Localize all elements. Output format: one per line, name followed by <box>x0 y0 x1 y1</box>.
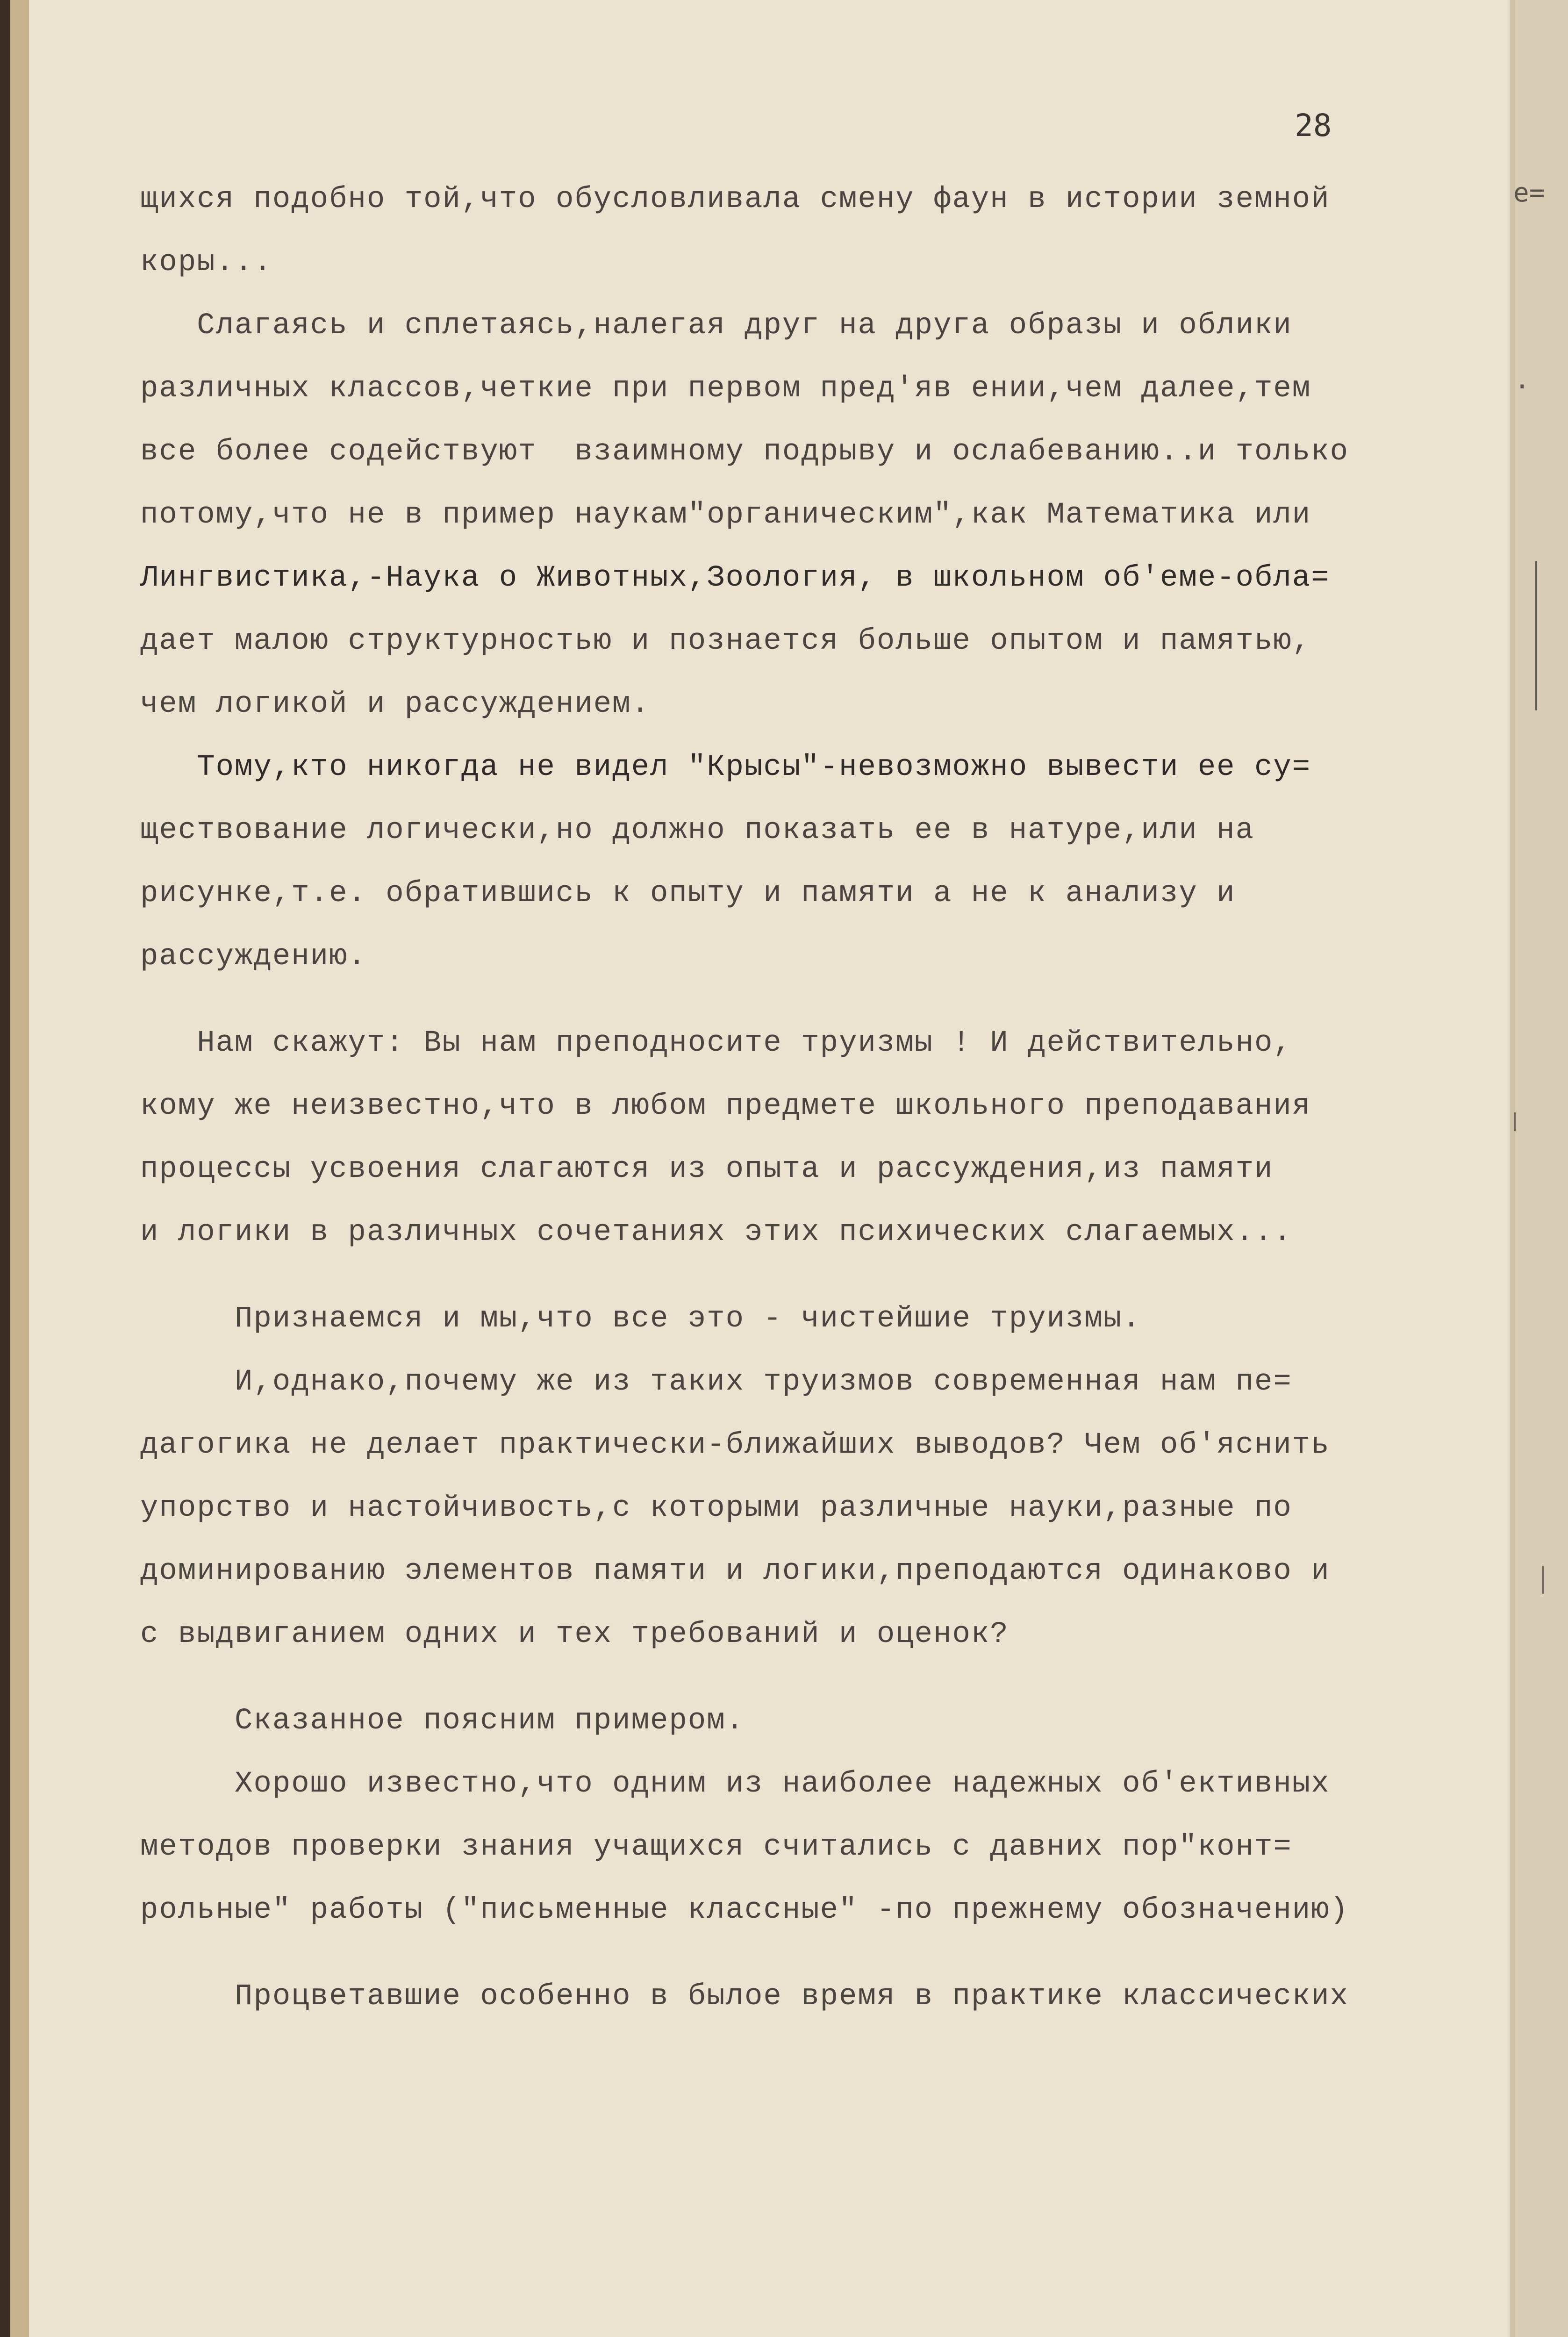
typewritten-body <box>140 168 1496 2029</box>
text-line: Признаемся и мы,что все это - чистейшие труизмы. <box>140 1302 1141 1336</box>
text-line: Слагаясь и сплетаясь,налегая друг на друга образы и облики <box>140 309 1292 343</box>
text-line: Сказанное поясним примером. <box>140 1704 745 1738</box>
text-line: рисунке,т.е. обратившись к опыту и памяти а не к анализу и <box>140 877 1236 910</box>
text-line: щихся подобно той,что обусловливала смену фаун в истории земной <box>140 183 1330 216</box>
text-line: упорство и настойчивость,с которыми различные науки,разные по <box>140 1491 1292 1525</box>
text-line: ществование логически,но должно показать ее в натуре,или на <box>140 814 1254 847</box>
text-line: дагогика не делает практически-ближайших выводов? Чем об'яснить <box>140 1428 1330 1462</box>
text-line: кому же неизвестно,что в любом предмете школьного преподавания <box>140 1090 1311 1123</box>
pencil-tick-mark <box>1514 1112 1516 1131</box>
text-line: потому,что не в пример наукам"органическим",как Математика или <box>140 498 1311 532</box>
margin-mark-top: е= <box>1513 178 1545 208</box>
text-line: Нам скажут: Вы нам преподносите труизмы ! И действительно, <box>140 1026 1292 1060</box>
text-line: доминированию элементов памяти и логики,преподаются одинаково и <box>140 1555 1330 1588</box>
text-line: различных классов,четкие при первом пред'яв ении,чем далее,тем <box>140 372 1311 406</box>
text-line: Процветавшие особенно в былое время в практике классических <box>140 1980 1349 2014</box>
binding-edge <box>0 0 10 2337</box>
text-line: Хорошо известно,что одним из наиболее надежных об'ективных <box>140 1767 1330 1801</box>
text-line: Тому,кто никогда не видел "Крысы"-невозможно вывести ее су= <box>140 751 1311 784</box>
text-line: чем логикой и рассуждением. <box>140 688 650 721</box>
pencil-tick-mark-lower <box>1542 1566 1544 1594</box>
margin-mark-mid: . <box>1514 365 1530 395</box>
page-number: 28 <box>1295 108 1332 143</box>
text-line: Лингвистика,-Наука о Животных,Зоология, в школьном об'еме-обла= <box>140 561 1330 595</box>
text-line: И,однако,почему же из таких труизмов современная нам пе= <box>140 1365 1292 1399</box>
text-line: рольные" работы ("письменные классные" -по прежнему обозначению) <box>140 1893 1349 1927</box>
text-line: рассуждению. <box>140 940 367 974</box>
text-line: процессы усвоения слагаются из опыта и рассуждения,из памяти <box>140 1153 1274 1186</box>
text-line: методов проверки знания учащихся считались с давних пор"конт= <box>140 1830 1292 1864</box>
text-line: все более содействуют взаимному подрыву и ослабеванию..и только <box>140 435 1349 469</box>
text-line: коры... <box>140 246 272 280</box>
left-page-shadow <box>10 0 29 2337</box>
text-line: с выдвиганием одних и тех требований и оценок? <box>140 1618 1009 1651</box>
pencil-margin-line <box>1535 561 1537 710</box>
text-line: и логики в различных сочетаниях этих психических слагаемых... <box>140 1216 1292 1249</box>
text-line: дает малою структурностью и познается больше опытом и памятью, <box>140 624 1311 658</box>
underlying-page <box>1515 0 1568 2337</box>
